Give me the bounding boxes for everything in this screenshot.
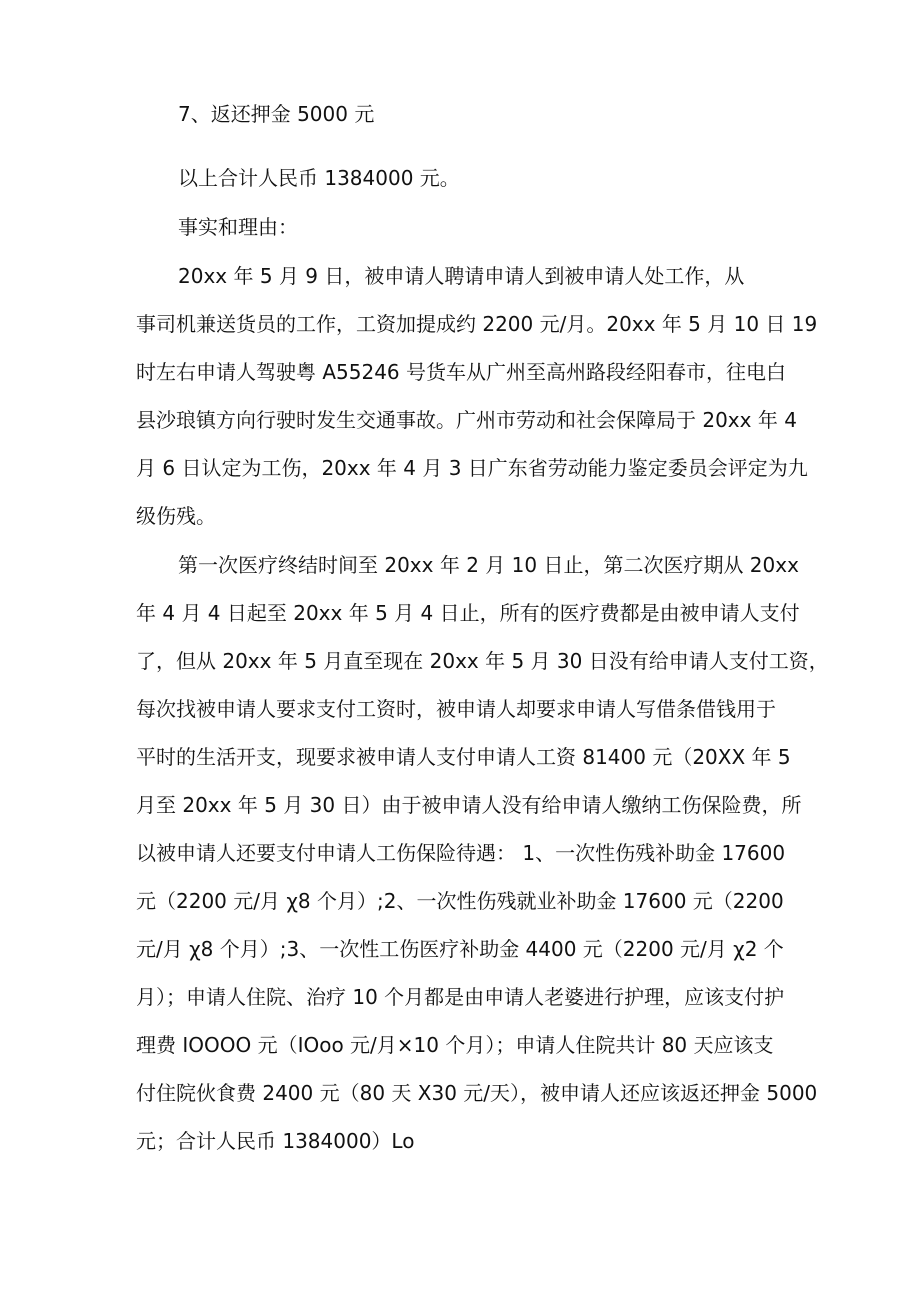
paragraph-1-line: 事司机兼送货员的工作，工资加提成约 2200 元/月。20xx 年 5 月 10 日 19 [136,312,818,336]
claim-item-7: 7、返还押金 5000 元 [178,102,375,126]
section-heading: 事实和理由： [178,215,298,239]
paragraph-2-line: 每次找被申请人要求支付工资时，被申请人却要求申请人写借条借钱用于 [136,697,776,721]
paragraph-1-line: 级伤残。 [136,504,216,528]
paragraph-1-line: 月 6 日认定为工伤，20xx 年 4 月 3 日广东省劳动能力鉴定委员会评定为九 [136,456,808,480]
paragraph-2-line: 元/月 χ8 个月）;3、一次性工伤医疗补助金 4400 元（2200 元/月 χ2 个 [136,937,784,961]
paragraph-2-line: 元；合计人民币 1384000）Lo [136,1129,415,1153]
paragraph-1-line: 20xx 年 5 月 9 日，被申请人聘请申请人到被申请人处工作，从 [178,264,745,288]
paragraph-2-line: 元（2200 元/月 χ8 个月）;2、一次性伤残就业补助金 17600 元（2200 [136,889,784,913]
paragraph-2-line: 以被申请人还要支付申请人工伤保险待遇： 1、一次性伤残补助金 17600 [136,841,786,865]
paragraph-2-line: 付住院伙食费 2400 元（80 天 X30 元/天），被申请人还应该返还押金 5000 [136,1081,818,1105]
paragraph-2-line: 了，但从 20xx 年 5 月直至现在 20xx 年 5 月 30 日没有给申请人支付工资， [136,649,829,673]
paragraph-2-line: 月至 20xx 年 5 月 30 日）由于被申请人没有给申请人缴纳工伤保险费，所 [136,793,802,817]
paragraph-2-line: 月）；申请人住院、治疗 10 个月都是由申请人老婆进行护理，应该支付护 [136,985,785,1009]
paragraph-2-line: 第一次医疗终结时间至 20xx 年 2 月 10 日止，第二次医疗期从 20xx [178,553,799,577]
paragraph-1-line: 时左右申请人驾驶粤 A55246 号货车从广州至高州路段经阳春市，往电白 [136,360,787,384]
paragraph-2-line: 年 4 月 4 日起至 20xx 年 5 月 4 日止，所有的医疗费都是由被申请人支付 [136,601,800,625]
total-amount-line: 以上合计人民币 1384000 元。 [178,166,460,190]
paragraph-1-line: 县沙琅镇方向行驶时发生交通事故。广州市劳动和社会保障局于 20xx 年 4 [136,408,797,432]
paragraph-2-line: 平时的生活开支，现要求被申请人支付申请人工资 81400 元（20XX 年 5 [136,745,791,769]
paragraph-2-line: 理费 IOOOO 元（IOoo 元/月×10 个月）；申请人住院共计 80 天应该支 [136,1033,774,1057]
